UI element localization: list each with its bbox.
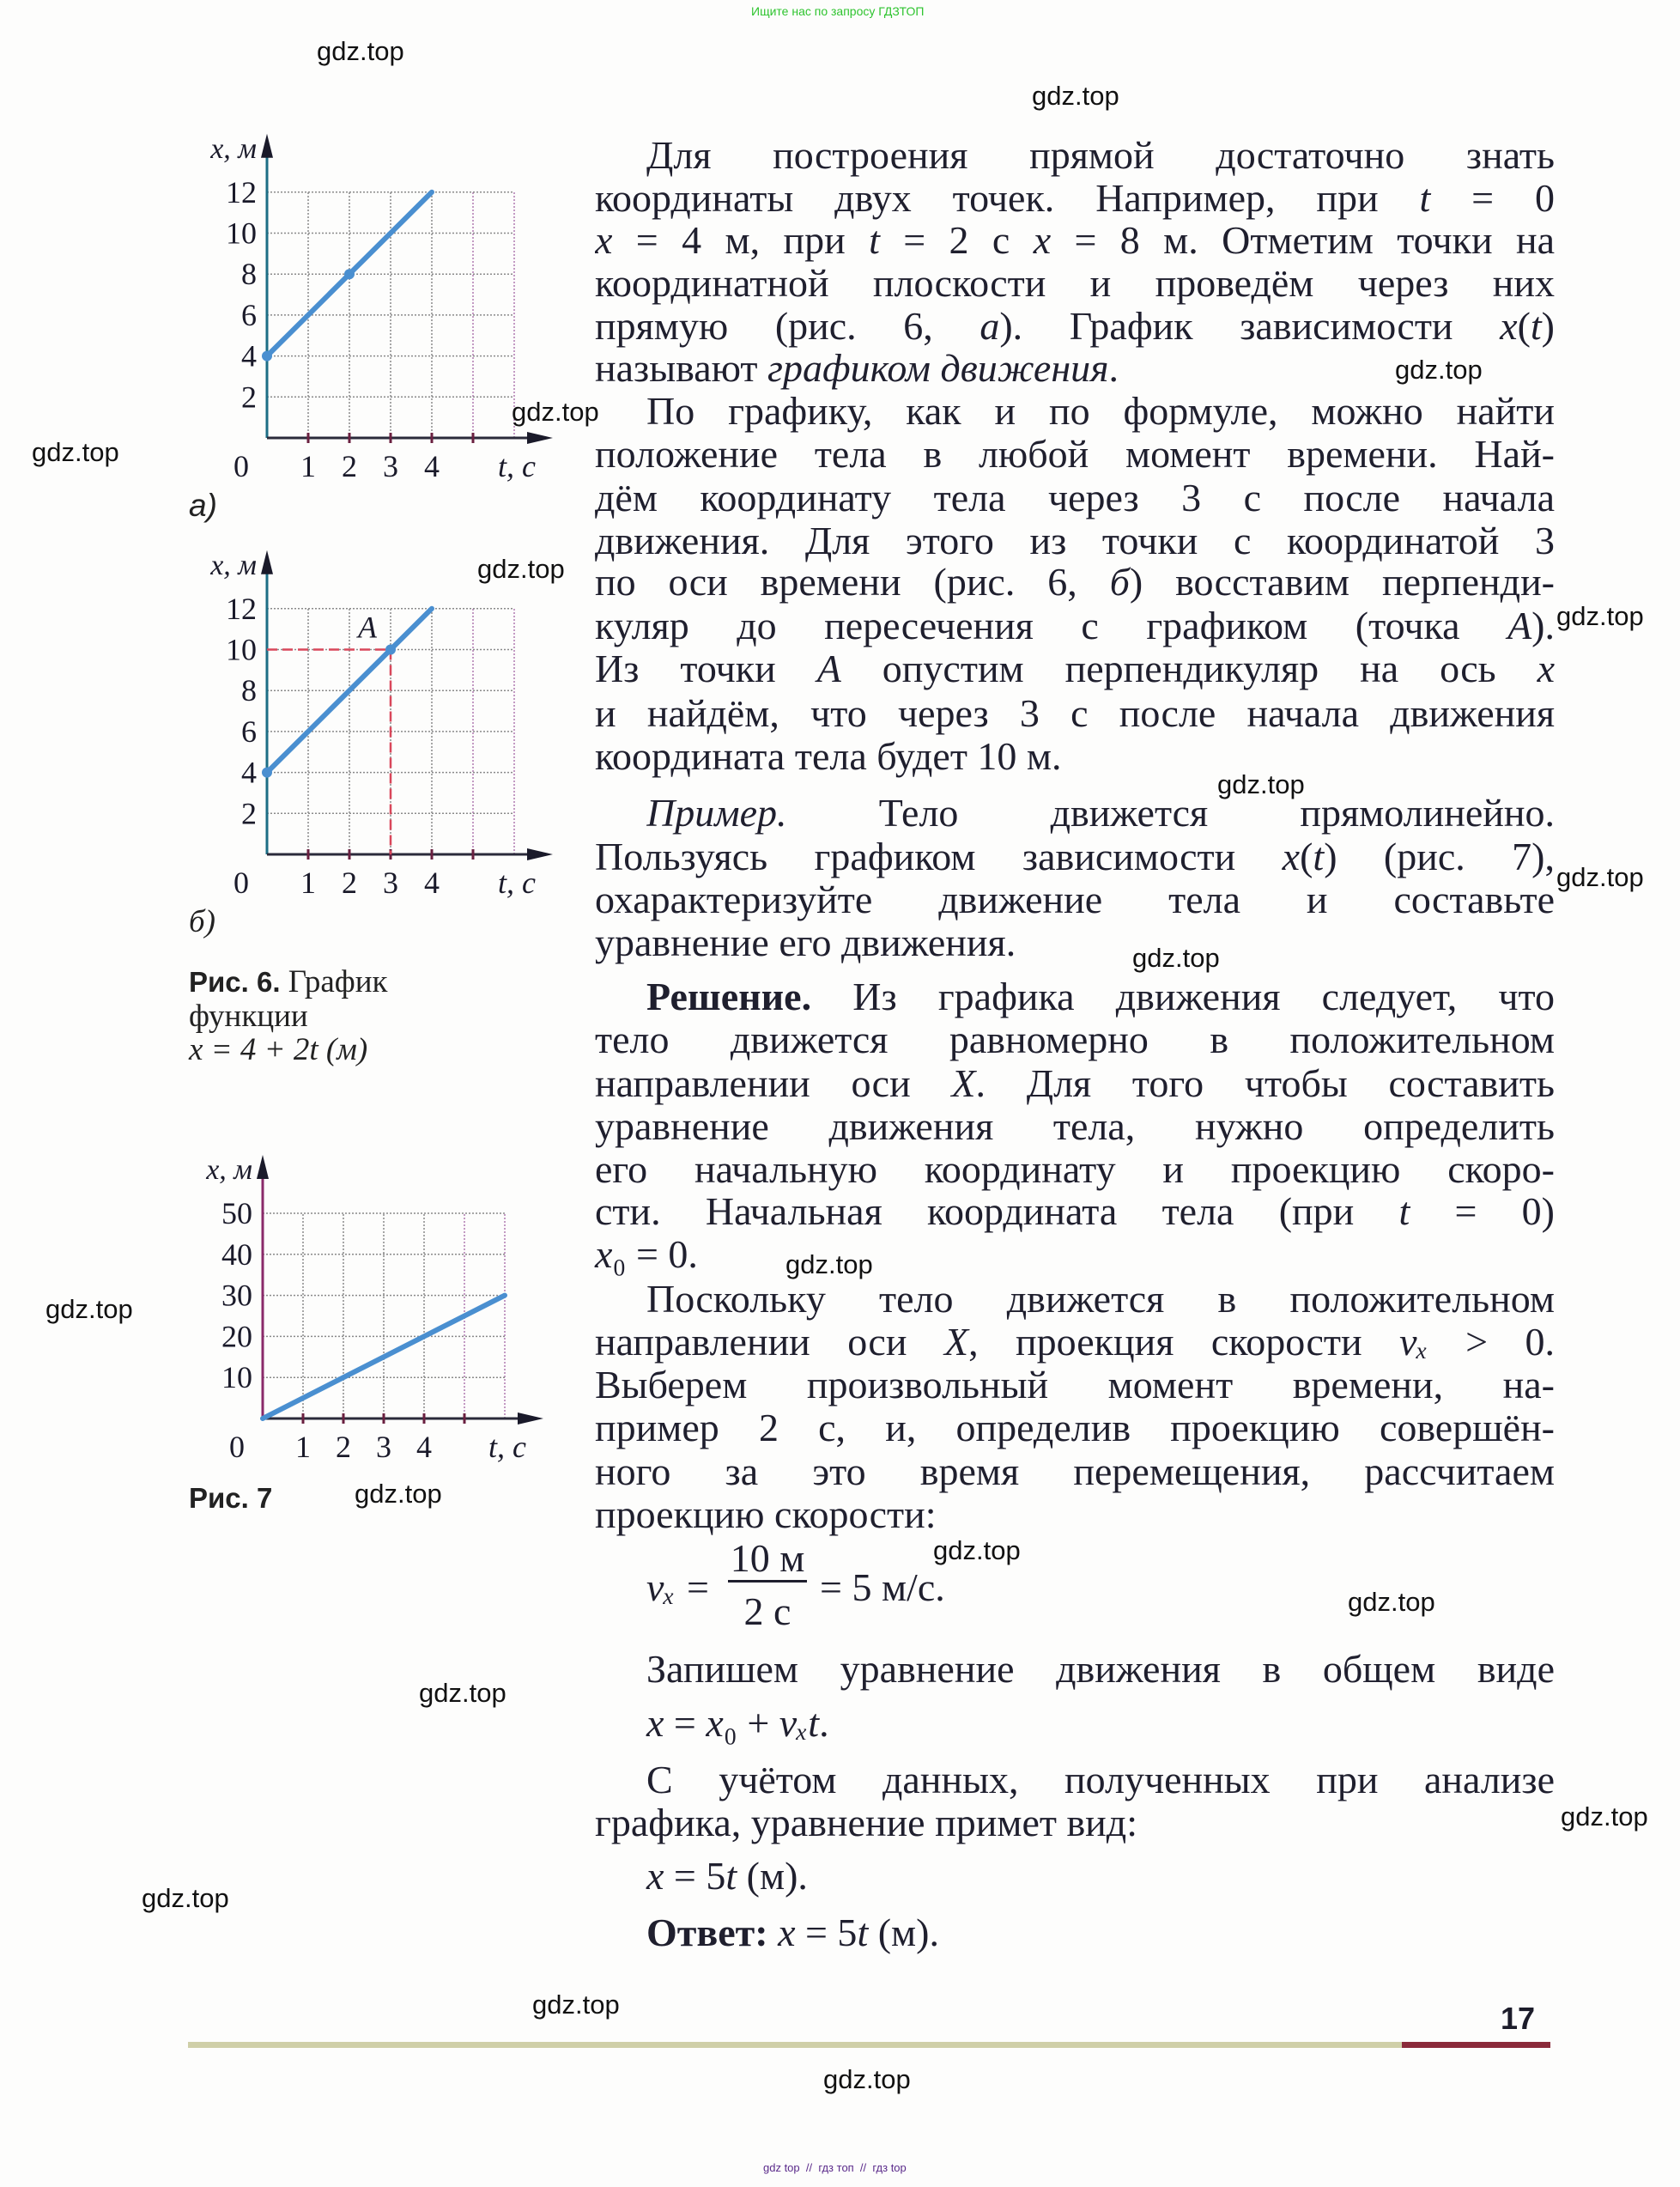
italic-text: t xyxy=(1419,177,1431,220)
text-segment: координаты двух точек. Например, при xyxy=(595,177,1420,220)
text-segment: ) xyxy=(1541,305,1555,348)
text-segment: = 5 xyxy=(664,1854,726,1898)
fig6-title-2: функции xyxy=(189,999,308,1034)
italic-text: x xyxy=(646,1701,664,1745)
italic-text: x xyxy=(646,1854,664,1898)
watermark[interactable]: gdz.top xyxy=(1561,1801,1648,1832)
text-line xyxy=(595,835,1555,878)
italic-text: x xyxy=(1282,835,1301,878)
y-tick-label: 50 xyxy=(221,1196,252,1230)
text-segment: движения. Для этого из точки с координатой 3 xyxy=(595,519,1555,562)
y-tick-label: 12 xyxy=(226,174,257,210)
text-line xyxy=(646,1702,829,1745)
formula-rhs: = 5 м/с. xyxy=(820,1565,945,1609)
italic-text: x xyxy=(778,1911,796,1954)
text-segment: ₀ = 0. xyxy=(612,1232,698,1276)
text-segment: . xyxy=(819,1701,829,1745)
watermark[interactable]: gdz.top xyxy=(317,36,404,66)
y-axis-arrow xyxy=(261,550,273,574)
text-line xyxy=(595,1190,1555,1233)
text-segment: направлении оси xyxy=(595,1062,952,1105)
fig6-formula: x = 4 + 2t (м) xyxy=(189,1032,368,1067)
x-axis-arrow xyxy=(527,848,553,860)
x-tick-label: 2 xyxy=(342,866,357,900)
text-segment: по оси времени (рис. 6, xyxy=(595,561,1110,604)
text-segment: ( xyxy=(1517,305,1531,348)
text-line xyxy=(595,219,1555,262)
y-tick-label: 6 xyxy=(241,297,257,332)
fig6-title-1: График xyxy=(288,964,388,999)
text-segment: куляр до пересечения с графиком (точка xyxy=(595,604,1508,647)
x-tick-label: 1 xyxy=(300,449,316,483)
y-tick-label: 4 xyxy=(241,338,257,374)
text-segment: ) восставим перпенди- xyxy=(1129,561,1555,604)
text-line xyxy=(595,262,1555,305)
y-axis-label: x, м xyxy=(210,132,257,165)
watermark[interactable]: gdz.top xyxy=(1556,862,1644,892)
text-segment: = 2 с xyxy=(879,219,1034,262)
text-line xyxy=(595,735,1062,778)
italic-text: графиком движения xyxy=(767,346,1109,390)
y-tick-label: 10 xyxy=(221,1360,252,1395)
text-line xyxy=(595,878,1555,921)
text-line xyxy=(595,177,1555,220)
text-segment: опустим перпендикуляр на ось xyxy=(840,647,1537,690)
watermark[interactable]: gdz.top xyxy=(1032,81,1119,111)
x-tick-label: 4 xyxy=(416,1430,432,1464)
bold-lead: Решение. xyxy=(646,975,812,1018)
text-line xyxy=(595,1493,937,1536)
data-point xyxy=(344,269,355,279)
y-tick-label: 8 xyxy=(241,673,257,708)
italic-text: X xyxy=(951,1062,976,1105)
origin-label: 0 xyxy=(234,449,249,483)
text-segment: уравнение его движения. xyxy=(595,920,1016,964)
y-axis-arrow xyxy=(257,1155,269,1179)
y-tick-label: 10 xyxy=(226,216,257,251)
x-axis-arrow xyxy=(518,1412,543,1425)
text-line xyxy=(646,1855,808,1898)
y-tick-label: 12 xyxy=(226,591,257,626)
x-tick-label: 1 xyxy=(295,1430,311,1464)
watermark[interactable]: gdz.top xyxy=(142,1883,229,1913)
text-line xyxy=(595,305,1555,348)
header-banner[interactable]: Ищите нас по запросу ГДЗТОП xyxy=(751,4,925,18)
text-segment: Пользуясь графиком зависимости xyxy=(595,835,1283,878)
text-segment: = 0) xyxy=(1410,1190,1555,1233)
text-segment: пример 2 с, и, определив проекцию совершён- xyxy=(595,1406,1555,1449)
x-tick-label: 3 xyxy=(383,449,398,483)
origin-label: 0 xyxy=(229,1430,245,1464)
y-tick-label: 10 xyxy=(226,632,257,667)
data-point xyxy=(262,768,272,778)
text-segment: сти. Начальная координата тела (при xyxy=(595,1190,1399,1233)
x-tick-label: 4 xyxy=(424,449,440,483)
text-segment: и найдём, что через 3 с после начала движения xyxy=(595,692,1555,735)
text-line xyxy=(646,1759,1555,1801)
point-a-label: A xyxy=(358,610,377,645)
text-line xyxy=(595,1801,1137,1844)
text-line xyxy=(595,477,1555,519)
fig6-label: Рис. 6. xyxy=(189,966,281,998)
watermark[interactable]: gdz.top xyxy=(1217,769,1305,799)
italic-text: ₓ xyxy=(1416,1321,1428,1364)
text-segment: = 0 xyxy=(1430,177,1555,220)
text-segment: . Для того чтобы составить xyxy=(975,1062,1555,1105)
y-axis-label: x, м xyxy=(206,1154,252,1186)
text-line xyxy=(595,1321,1555,1364)
bold-lead: Ответ: xyxy=(646,1911,768,1954)
text-segment: Запишем уравнение движения в общем виде xyxy=(646,1648,1555,1691)
watermark[interactable]: gdz.top xyxy=(512,397,599,427)
x-axis-label: t, с xyxy=(498,449,536,483)
text-segment: = xyxy=(664,1701,707,1745)
page-rule xyxy=(188,2042,1402,2048)
text-line xyxy=(595,604,1555,647)
text-segment: Для построения прямой достаточно знать xyxy=(646,134,1555,177)
y-tick-label: 30 xyxy=(221,1278,252,1313)
italic-text: Пример. xyxy=(646,792,787,835)
italic-text: v xyxy=(1399,1321,1417,1364)
italic-text: t xyxy=(1398,1190,1410,1233)
italic-text: x xyxy=(706,1701,724,1745)
text-segment xyxy=(768,1911,779,1954)
text-segment: ). xyxy=(1531,604,1555,647)
italic-text: t xyxy=(869,219,880,262)
text-segment: координата тела будет 10 м. xyxy=(595,734,1062,778)
fig7-label: Рис. 7 xyxy=(189,1482,273,1514)
x-tick-label: 1 xyxy=(300,866,316,900)
text-segment: Поскольку тело движется в положительном xyxy=(646,1278,1555,1321)
text-line xyxy=(646,1278,1555,1321)
text-segment: Из точки xyxy=(595,647,817,690)
y-tick-label: 2 xyxy=(241,380,257,415)
text-segment: > 0. xyxy=(1428,1321,1555,1364)
text-line xyxy=(646,1911,939,1954)
page-rule-accent xyxy=(1402,2042,1550,2048)
fig6b-chart xyxy=(209,550,553,900)
text-segment: тело движется равномерно в положительном xyxy=(595,1018,1555,1061)
text-line xyxy=(595,561,1555,604)
text-segment: графика, уравнение примет вид: xyxy=(595,1801,1137,1844)
y-tick-label: 4 xyxy=(241,755,257,790)
text-segment: По графику, как и по формуле, можно найти xyxy=(646,390,1555,433)
x-tick-label: 2 xyxy=(342,449,357,483)
text-segment: Выберем произвольный момент времени, на- xyxy=(595,1364,1555,1406)
text-line xyxy=(595,1105,1555,1148)
text-line xyxy=(595,519,1555,562)
watermark[interactable]: gdz.top xyxy=(1556,601,1644,631)
italic-text: ₓt xyxy=(797,1701,820,1745)
x-tick-label: 3 xyxy=(376,1430,391,1464)
formula-lhs: vₓ xyxy=(646,1565,676,1609)
watermark[interactable]: gdz.top xyxy=(355,1479,442,1509)
italic-text: t xyxy=(1313,835,1325,878)
text-segment: прямую (рис. 6, xyxy=(595,305,980,348)
text-segment: ( xyxy=(1300,835,1313,878)
text-segment: , проекция скорости xyxy=(968,1321,1400,1364)
fig7-chart xyxy=(205,1154,543,1464)
text-line xyxy=(595,692,1555,735)
text-segment: уравнение движения тела, нужно определить xyxy=(595,1105,1555,1148)
text-segment: ) (рис. 7), xyxy=(1324,835,1555,878)
italic-text: X xyxy=(943,1321,969,1364)
y-tick-label: 8 xyxy=(241,257,257,292)
x-tick-label: 4 xyxy=(424,866,440,900)
y-tick-label: 20 xyxy=(221,1319,252,1354)
text-segment: охарактеризуйте движение тела и составьте xyxy=(595,878,1555,921)
italic-text: x xyxy=(595,219,613,262)
italic-text: x xyxy=(1537,647,1555,690)
text-segment: . xyxy=(1108,346,1119,390)
x-axis-arrow xyxy=(527,432,553,444)
text-segment: = 8 м. Отметим точки на xyxy=(1051,219,1555,262)
text-segment: дём координату тела через 3 с после начала xyxy=(595,477,1555,519)
text-line xyxy=(595,1062,1555,1105)
italic-text: а xyxy=(979,305,1000,348)
text-segment: = 4 м, при xyxy=(612,219,870,262)
watermark[interactable]: gdz.top xyxy=(419,1678,506,1708)
watermark[interactable]: gdz.top xyxy=(532,1990,620,2020)
text-segment: проекцию скорости: xyxy=(595,1492,937,1536)
text-line xyxy=(595,1018,1555,1061)
text-segment: = 5 xyxy=(795,1911,858,1954)
formula-eq: = xyxy=(687,1565,709,1609)
watermark[interactable]: gdz.top xyxy=(1132,943,1220,973)
text-line xyxy=(595,347,1119,390)
watermark[interactable]: gdz.top xyxy=(45,1294,133,1324)
watermark[interactable]: gdz.top xyxy=(785,1249,873,1279)
formula-denominator: 2 с xyxy=(743,1589,791,1633)
text-line xyxy=(646,975,1555,1018)
text-segment: ного за это время перемещения, рассчитаем xyxy=(595,1450,1555,1493)
footer-banner[interactable]: gdz top // гдз топ // гдз top xyxy=(763,2161,907,2174)
text-line xyxy=(646,134,1555,177)
text-segment: называют xyxy=(595,346,768,390)
origin-label: 0 xyxy=(234,866,249,900)
x-tick-label: 2 xyxy=(336,1430,351,1464)
y-tick-label: 2 xyxy=(241,796,257,831)
text-line xyxy=(595,921,1016,964)
text-segment: С учётом данных, полученных при анализе xyxy=(646,1759,1555,1801)
page-number: 17 xyxy=(1501,2001,1536,2036)
data-point xyxy=(385,645,396,655)
x-tick-label: 3 xyxy=(383,866,398,900)
text-segment: его начальную координату и проекцию скоро- xyxy=(595,1148,1555,1191)
x-axis-label: t, с xyxy=(488,1430,526,1464)
watermark[interactable]: gdz.top xyxy=(823,2064,911,2094)
text-line xyxy=(646,1648,1555,1691)
italic-text: б xyxy=(1109,561,1130,604)
text-line xyxy=(595,1148,1555,1191)
text-segment: (м). xyxy=(737,1854,808,1898)
text-segment: Тело движется прямолинейно. xyxy=(786,792,1555,835)
text-line xyxy=(595,647,1555,690)
watermark[interactable]: gdz.top xyxy=(1395,355,1483,385)
text-segment: положение тела в любой момент времени. Най- xyxy=(595,433,1555,476)
text-segment: направлении оси xyxy=(595,1321,944,1364)
italic-text: x xyxy=(1500,305,1518,348)
italic-text: A xyxy=(816,647,841,690)
text-segment: ₀ + xyxy=(723,1701,779,1745)
text-segment: Из графика движения следует, что xyxy=(811,975,1555,1018)
formula-numerator: 10 м xyxy=(728,1537,807,1583)
italic-text: t xyxy=(725,1854,737,1898)
y-tick-label: 6 xyxy=(241,714,257,749)
data-point xyxy=(262,351,272,361)
italic-text: A xyxy=(1507,604,1532,647)
text-line xyxy=(595,433,1555,476)
italic-text: x xyxy=(1033,219,1052,262)
y-tick-label: 40 xyxy=(221,1236,252,1272)
text-line xyxy=(595,1406,1555,1449)
watermark[interactable]: gdz.top xyxy=(477,554,565,584)
watermark[interactable]: gdz.top xyxy=(1348,1587,1435,1617)
text-segment: ). График зависимости xyxy=(999,305,1501,348)
text-line xyxy=(595,1364,1555,1406)
italic-text: t xyxy=(857,1911,869,1954)
text-line xyxy=(646,792,1555,835)
italic-text: v xyxy=(779,1701,798,1745)
fig6a-caption: а) xyxy=(189,488,217,523)
watermark[interactable]: gdz.top xyxy=(32,437,119,467)
fig6a-chart xyxy=(209,133,553,483)
text-line xyxy=(595,1450,1555,1493)
y-axis-arrow xyxy=(261,134,273,158)
text-segment: координатной плоскости и проведём через них xyxy=(595,262,1555,305)
fig6b-caption: б) xyxy=(189,904,215,939)
text-line xyxy=(646,390,1555,433)
italic-text: x xyxy=(595,1232,613,1276)
italic-text: t xyxy=(1530,305,1542,348)
text-segment: (м). xyxy=(868,1911,939,1954)
watermark[interactable]: gdz.top xyxy=(933,1535,1021,1565)
y-axis-label: x, м xyxy=(210,549,257,581)
x-axis-label: t, с xyxy=(498,866,536,900)
